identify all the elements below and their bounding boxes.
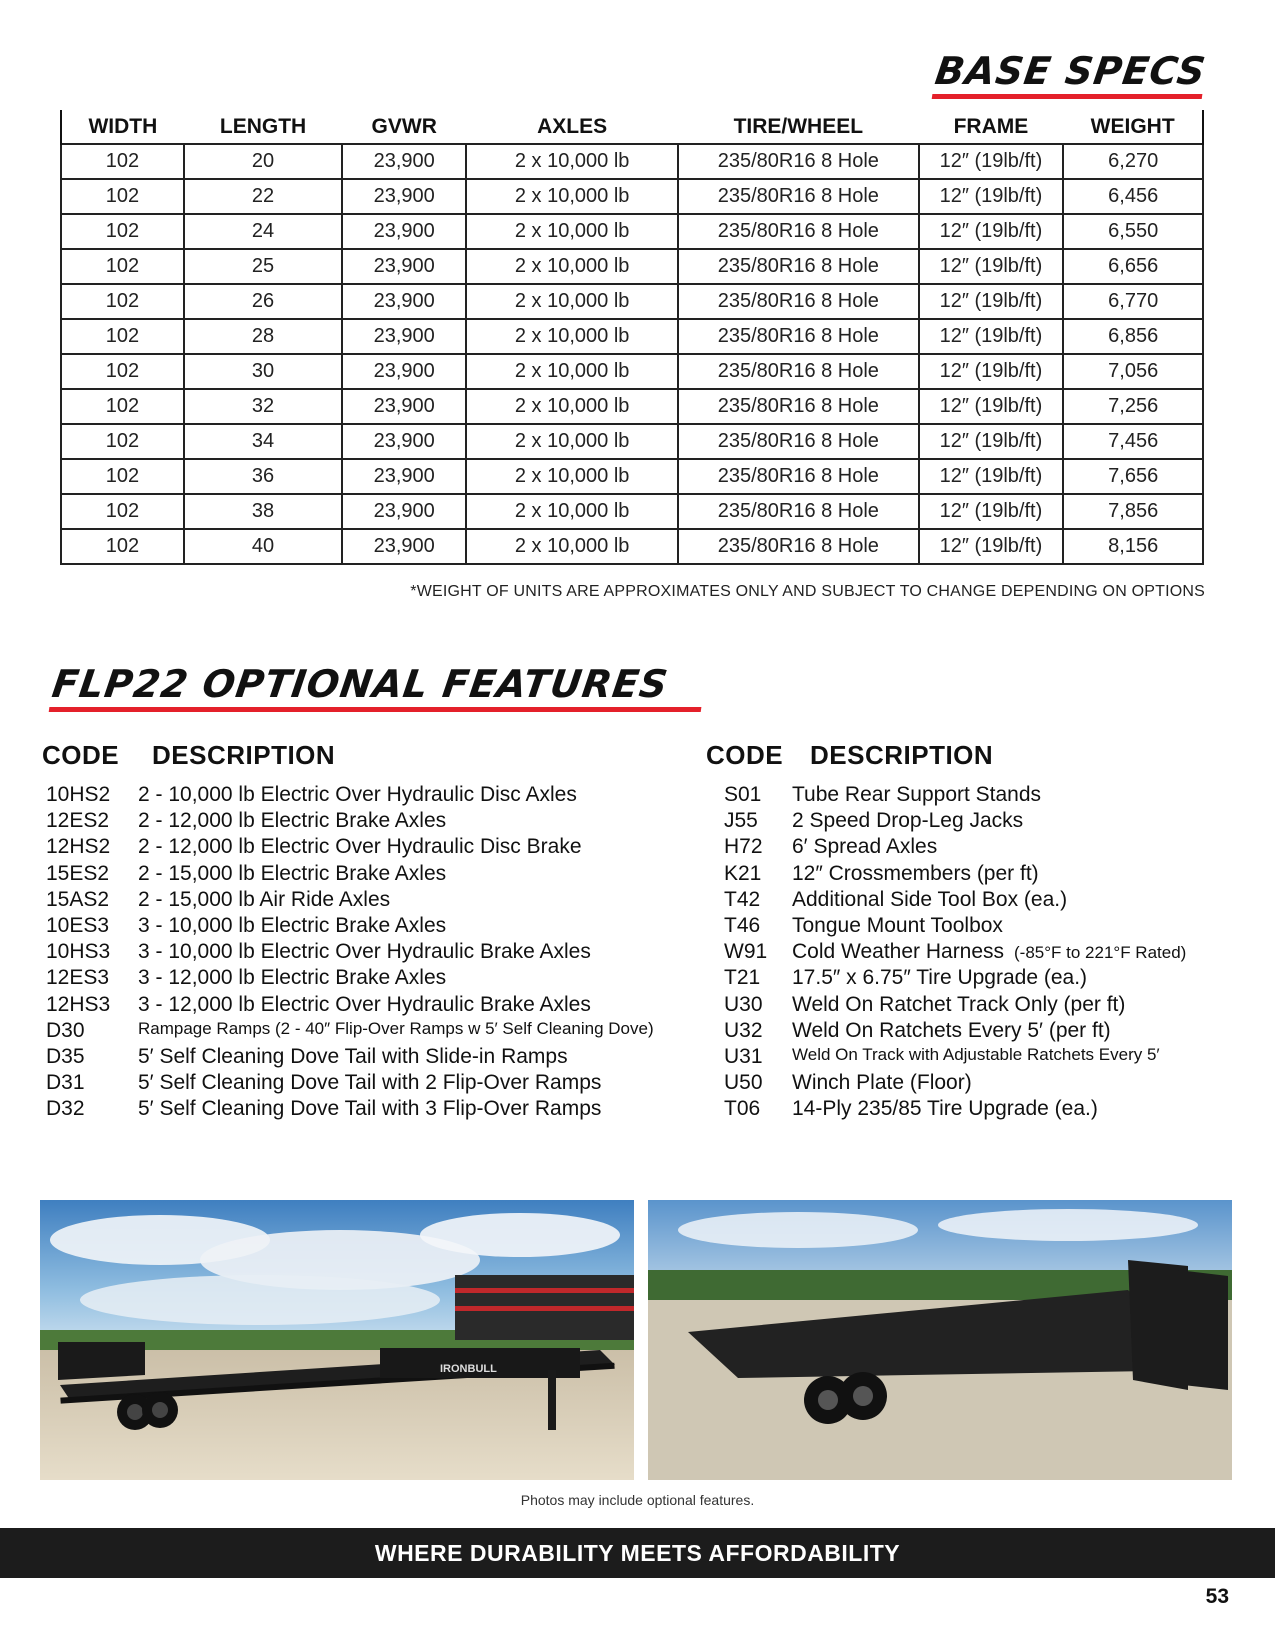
option-description: 3 - 12,000 lb Electric Brake Axles: [138, 966, 447, 990]
description-column-label: DESCRIPTION: [810, 740, 994, 770]
col-header-gvwr: GVWR: [371, 114, 437, 138]
cell-gvwr: 23,900: [342, 424, 466, 459]
option-code: T21: [724, 966, 761, 990]
cell-frame: 12″ (19lb/ft): [919, 214, 1064, 249]
option-description: 2 - 12,000 lb Electric Brake Axles: [138, 809, 447, 833]
trailer-photo-right-image: [648, 1200, 1232, 1480]
options-right-header: [706, 740, 1246, 780]
table-row: [61, 144, 1203, 179]
trailer-photo-left-image: [40, 1200, 634, 1480]
table-row: [61, 424, 1203, 459]
cell-frame: 12″ (19lb/ft): [919, 354, 1064, 389]
cell-width: 102: [61, 214, 184, 249]
option-code: D35: [46, 1045, 85, 1068]
option-code: D30: [46, 1018, 85, 1042]
option-description: 2 - 15,000 lb Electric Brake Axles: [138, 861, 447, 885]
cell-tire-wheel: 235/80R16 8 Hole: [678, 389, 918, 424]
option-code: U30: [724, 992, 763, 1016]
table-row: [61, 389, 1203, 424]
option-code: 12ES3: [46, 966, 110, 990]
optional-features-title: FLP22 OPTIONAL FEATURES: [49, 662, 672, 706]
cell-length: 38: [184, 494, 342, 529]
options-left-column: [42, 740, 682, 1121]
cell-weight: 6,856: [1063, 319, 1203, 354]
cell-tire-wheel: 235/80R16 8 Hole: [678, 424, 918, 459]
cell-width: 102: [61, 529, 184, 564]
cell-tire-wheel: 235/80R16 8 Hole: [678, 494, 918, 529]
options-right-column: [706, 740, 1246, 1121]
optional-features-heading: [49, 662, 708, 712]
col-header-frame: FRAME: [953, 114, 1029, 138]
option-code: H72: [724, 835, 763, 859]
cell-weight: 7,456: [1063, 424, 1203, 459]
cell-length: 20: [184, 144, 342, 179]
cell-weight: 7,256: [1063, 389, 1203, 424]
description-column-label: DESCRIPTION: [152, 740, 336, 770]
option-description: 2 - 12,000 lb Electric Over Hydraulic Disc Brake: [138, 835, 582, 859]
option-description: 5′ Self Cleaning Dove Tail with 2 Flip-Over Ramps: [138, 1071, 602, 1095]
cell-length: 28: [184, 319, 342, 354]
cell-weight: 6,270: [1063, 144, 1203, 179]
option-description: Weld On Track with Adjustable Ratchets Every 5′: [792, 1045, 1160, 1064]
option-code: J55: [724, 809, 758, 833]
cell-frame: 12″ (19lb/ft): [919, 459, 1064, 494]
cell-width: 102: [61, 424, 184, 459]
option-code: T42: [724, 887, 761, 911]
weight-note: *WEIGHT OF UNITS ARE APPROXIMATES ONLY AND SUBJECT TO CHANGE DEPENDING ON OPTIONS: [410, 583, 1205, 600]
cell-length: 36: [184, 459, 342, 494]
cell-frame: 12″ (19lb/ft): [919, 389, 1064, 424]
specs-table: [60, 110, 1204, 565]
cell-weight: 6,770: [1063, 284, 1203, 319]
cell-frame: 12″ (19lb/ft): [919, 319, 1064, 354]
cell-width: 102: [61, 284, 184, 319]
cell-length: 34: [184, 424, 342, 459]
cell-tire-wheel: 235/80R16 8 Hole: [678, 284, 918, 319]
option-description: 17.5″ x 6.75″ Tire Upgrade (ea.): [792, 966, 1088, 990]
heading-underline: [49, 707, 702, 712]
option-description: 2 - 10,000 lb Electric Over Hydraulic Disc Axles: [138, 783, 577, 806]
table-row: [61, 319, 1203, 354]
cell-width: 102: [61, 319, 184, 354]
option-code: 12HS2: [46, 835, 111, 859]
col-header-length: LENGTH: [219, 114, 307, 138]
cell-axles: 2 x 10,000 lb: [466, 249, 678, 284]
cell-frame: 12″ (19lb/ft): [919, 529, 1064, 564]
option-code: U31: [724, 1045, 763, 1068]
cell-tire-wheel: 235/80R16 8 Hole: [678, 249, 918, 284]
table-header-row: [61, 110, 1203, 144]
cell-length: 40: [184, 529, 342, 564]
footer-bar: [0, 1528, 1275, 1578]
col-header-tire-wheel: TIRE/WHEEL: [733, 114, 864, 138]
cell-weight: 7,856: [1063, 494, 1203, 529]
option-code: S01: [724, 783, 762, 806]
table-row: [61, 459, 1203, 494]
col-header-axles: AXLES: [537, 114, 608, 138]
cell-axles: 2 x 10,000 lb: [466, 494, 678, 529]
cell-gvwr: 23,900: [342, 179, 466, 214]
cell-gvwr: 23,900: [342, 389, 466, 424]
cell-axles: 2 x 10,000 lb: [466, 529, 678, 564]
option-description: Tongue Mount Toolbox: [792, 914, 1003, 937]
option-code: 12HS3: [46, 992, 111, 1016]
option-description: Weld On Ratchets Every 5′ (per ft): [792, 1018, 1111, 1042]
option-description: 5′ Self Cleaning Dove Tail with 3 Flip-Over Ramps: [138, 1097, 602, 1121]
cell-frame: 12″ (19lb/ft): [919, 424, 1064, 459]
trailer-photo-left: [40, 1200, 634, 1480]
option-description: 12″ Crossmembers (per ft): [792, 861, 1039, 885]
photo-caption: Photos may include optional features.: [520, 1492, 755, 1508]
cell-frame: 12″ (19lb/ft): [919, 494, 1064, 529]
cell-gvwr: 23,900: [342, 319, 466, 354]
cell-axles: 2 x 10,000 lb: [466, 214, 678, 249]
col-header-weight: WEIGHT: [1063, 110, 1203, 144]
cell-width: 102: [61, 494, 184, 529]
cell-axles: 2 x 10,000 lb: [466, 319, 678, 354]
option-description: Additional Side Tool Box (ea.): [792, 887, 1068, 911]
cell-length: 26: [184, 284, 342, 319]
cell-tire-wheel: 235/80R16 8 Hole: [678, 144, 918, 179]
cell-tire-wheel: 235/80R16 8 Hole: [678, 214, 918, 249]
cell-width: 102: [61, 354, 184, 389]
cell-weight: 8,156: [1063, 529, 1203, 564]
option-description: 3 - 10,000 lb Electric Brake Axles: [138, 914, 447, 937]
cell-weight: 7,056: [1063, 354, 1203, 389]
cell-axles: 2 x 10,000 lb: [466, 144, 678, 179]
cell-gvwr: 23,900: [342, 494, 466, 529]
table-row: [61, 214, 1203, 249]
option-description-note: (-85°F to 221°F Rated): [1014, 943, 1187, 963]
code-column-label: CODE: [706, 740, 784, 770]
option-description: 14-Ply 235/85 Tire Upgrade (ea.): [792, 1097, 1098, 1121]
option-code: 12ES2: [46, 809, 110, 833]
cell-axles: 2 x 10,000 lb: [466, 284, 678, 319]
code-column-label: CODE: [42, 740, 120, 770]
option-code: 15AS2: [46, 887, 110, 911]
base-specs-heading: [932, 49, 1209, 99]
cell-tire-wheel: 235/80R16 8 Hole: [678, 179, 918, 214]
option-description: 2 - 15,000 lb Air Ride Axles: [138, 887, 391, 911]
base-specs-title: BASE SPECS: [932, 49, 1209, 93]
cell-gvwr: 23,900: [342, 144, 466, 179]
heading-underline: [932, 94, 1203, 99]
option-description: 5′ Self Cleaning Dove Tail with Slide-in Ramps: [138, 1045, 568, 1068]
cell-axles: 2 x 10,000 lb: [466, 424, 678, 459]
table-row: [61, 494, 1203, 529]
option-code: 10ES3: [46, 914, 110, 937]
option-description: Winch Plate (Floor): [792, 1071, 972, 1095]
option-code: W91: [724, 940, 768, 964]
option-description: 2 Speed Drop-Leg Jacks: [792, 809, 1024, 833]
trailer-photo-right: [648, 1200, 1232, 1480]
cell-gvwr: 23,900: [342, 214, 466, 249]
cell-length: 25: [184, 249, 342, 284]
cell-gvwr: 23,900: [342, 249, 466, 284]
options-left-header: [42, 740, 682, 780]
option-description: Cold Weather Harness: [792, 940, 1005, 964]
cell-length: 32: [184, 389, 342, 424]
cell-gvwr: 23,900: [342, 284, 466, 319]
table-row: [61, 284, 1203, 319]
option-description: 6′ Spread Axles: [792, 835, 938, 859]
cell-weight: 6,550: [1063, 214, 1203, 249]
cell-width: 102: [61, 144, 184, 179]
table-row: [61, 249, 1203, 284]
cell-weight: 6,456: [1063, 179, 1203, 214]
cell-axles: 2 x 10,000 lb: [466, 179, 678, 214]
cell-width: 102: [61, 459, 184, 494]
option-description: 3 - 10,000 lb Electric Over Hydraulic Brake Axles: [138, 940, 591, 964]
cell-width: 102: [61, 249, 184, 284]
ironbull-logo: IRONBULL: [440, 1363, 497, 1375]
cell-tire-wheel: 235/80R16 8 Hole: [678, 529, 918, 564]
option-code: 10HS3: [46, 940, 111, 964]
cell-tire-wheel: 235/80R16 8 Hole: [678, 459, 918, 494]
option-code: T46: [724, 914, 761, 937]
cell-width: 102: [61, 389, 184, 424]
option-code: T06: [724, 1097, 761, 1121]
option-code: U32: [724, 1018, 763, 1042]
footer-tagline: WHERE DURABILITY MEETS AFFORDABILITY: [374, 1540, 901, 1566]
col-header-width: WIDTH: [61, 110, 184, 144]
option-code: D31: [46, 1071, 85, 1095]
option-code: U50: [724, 1071, 763, 1095]
cell-axles: 2 x 10,000 lb: [466, 389, 678, 424]
table-row: [61, 529, 1203, 564]
option-description: Tube Rear Support Stands: [792, 783, 1042, 806]
cell-frame: 12″ (19lb/ft): [919, 249, 1064, 284]
cell-weight: 7,656: [1063, 459, 1203, 494]
cell-frame: 12″ (19lb/ft): [919, 284, 1064, 319]
cell-weight: 6,656: [1063, 249, 1203, 284]
cell-length: 22: [184, 179, 342, 214]
option-description: Rampage Ramps (2 - 40″ Flip-Over Ramps w 5′ Self Cleaning Dove): [138, 1018, 654, 1038]
cell-gvwr: 23,900: [342, 529, 466, 564]
cell-frame: 12″ (19lb/ft): [919, 179, 1064, 214]
option-code: 15ES2: [46, 861, 110, 885]
cell-axles: 2 x 10,000 lb: [466, 354, 678, 389]
option-code: K21: [724, 861, 762, 885]
option-code: D32: [46, 1097, 85, 1121]
option-description: 3 - 12,000 lb Electric Over Hydraulic Brake Axles: [138, 992, 591, 1016]
cell-tire-wheel: 235/80R16 8 Hole: [678, 319, 918, 354]
cell-gvwr: 23,900: [342, 459, 466, 494]
cell-frame: 12″ (19lb/ft): [919, 144, 1064, 179]
cell-length: 30: [184, 354, 342, 389]
cell-width: 102: [61, 179, 184, 214]
cell-length: 24: [184, 214, 342, 249]
page-number: 53: [1205, 1585, 1229, 1608]
cell-gvwr: 23,900: [342, 354, 466, 389]
table-row: [61, 354, 1203, 389]
cell-axles: 2 x 10,000 lb: [466, 459, 678, 494]
cell-tire-wheel: 235/80R16 8 Hole: [678, 354, 918, 389]
table-row: [61, 179, 1203, 214]
option-code: 10HS2: [46, 783, 111, 806]
option-description: Weld On Ratchet Track Only (per ft): [792, 992, 1126, 1016]
